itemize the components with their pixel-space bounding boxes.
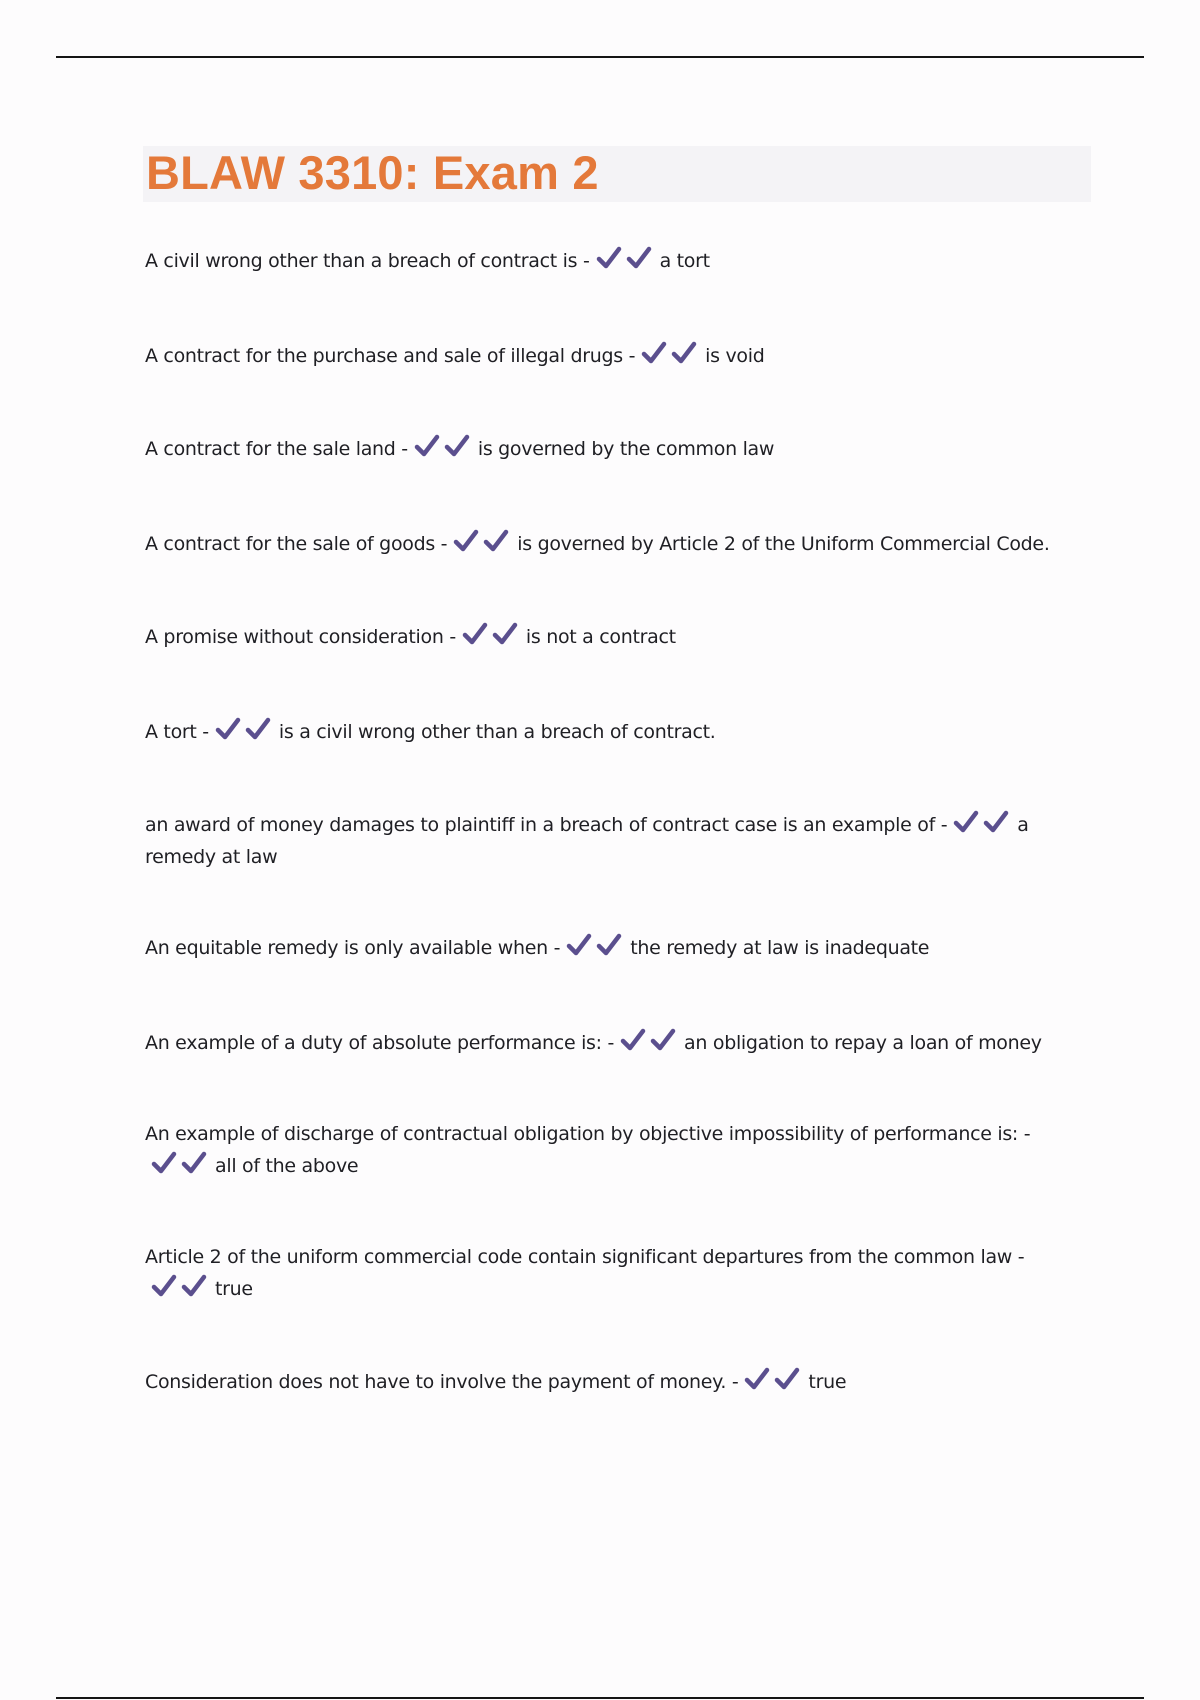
check-pair [453, 528, 513, 560]
answer-text: all of the above [215, 1155, 359, 1177]
qa-item [145, 245, 1075, 277]
question-text: An equitable remedy is only available when - [145, 937, 561, 959]
answer-text: is governed by Article 2 of the Uniform Commercial Code. [517, 533, 1050, 555]
question-text: A contract for the sale of goods - [145, 533, 448, 555]
question-text: an award of money damages to plaintiff in a breach of contract case is an example of - [145, 814, 948, 836]
check-icon [983, 810, 1009, 834]
check-icon [151, 1151, 177, 1175]
answer-text: the remedy at law is inadequate [630, 937, 930, 959]
check-pair [641, 340, 701, 372]
qa-item [145, 716, 1075, 748]
answer-text: is void [705, 345, 765, 367]
check-pair [151, 1273, 211, 1305]
check-icon [215, 717, 241, 741]
qa-item [145, 621, 1075, 653]
check-icon [181, 1151, 207, 1175]
check-pair [744, 1366, 804, 1398]
check-icon [566, 933, 592, 957]
answer-text: a remedy at law [145, 814, 1029, 868]
question-text: A promise without consideration - [145, 626, 456, 648]
answer-text: true [808, 1371, 847, 1393]
page-title: BLAW 3310: Exam 2 [146, 146, 599, 199]
answer-text: a tort [659, 250, 710, 272]
qa-item [145, 932, 1075, 964]
question-text: A contract for the purchase and sale of illegal drugs - [145, 345, 636, 367]
question-text: An example of a duty of absolute performance is: - [145, 1032, 615, 1054]
bottom-rule [56, 1697, 1144, 1699]
check-icon [953, 810, 979, 834]
check-pair [215, 716, 275, 748]
check-icon [492, 622, 518, 646]
check-icon [444, 434, 470, 458]
check-icon [620, 1028, 646, 1052]
qa-item [145, 433, 1075, 465]
check-icon [650, 1028, 676, 1052]
check-icon [181, 1274, 207, 1298]
check-icon [744, 1367, 770, 1391]
check-icon [483, 529, 509, 553]
check-pair [414, 433, 474, 465]
check-icon [596, 246, 622, 270]
answer-text: is a civil wrong other than a breach of contract. [278, 721, 716, 743]
answer-text: is governed by the common law [477, 438, 775, 460]
check-icon [414, 434, 440, 458]
question-text: A tort - [145, 721, 209, 743]
qa-item [145, 1366, 1075, 1398]
check-pair [596, 245, 656, 277]
question-text: An example of discharge of contractual obligation by objective impossibility of performance is: - [145, 1123, 1031, 1145]
qa-item [145, 528, 1075, 560]
check-icon [671, 341, 697, 365]
qa-item [145, 340, 1075, 372]
answer-text: true [215, 1278, 253, 1300]
check-pair [151, 1150, 211, 1182]
qa-item [145, 1027, 1075, 1059]
check-icon [641, 341, 667, 365]
check-icon [774, 1367, 800, 1391]
check-pair [953, 809, 1013, 841]
qa-item [145, 809, 1075, 873]
check-icon [462, 622, 488, 646]
question-text: A civil wrong other than a breach of contract is - [145, 250, 590, 272]
check-pair [566, 932, 626, 964]
question-text: Article 2 of the uniform commercial code contain significant departures from the common law - [145, 1246, 1025, 1268]
question-text: Consideration does not have to involve the payment of money. - [145, 1371, 739, 1393]
qa-item [145, 1241, 1075, 1305]
check-icon [626, 246, 652, 270]
check-icon [453, 529, 479, 553]
question-text: A contract for the sale land - [145, 438, 408, 460]
check-pair [620, 1027, 680, 1059]
answer-text: is not a contract [525, 626, 676, 648]
check-icon [151, 1274, 177, 1298]
check-icon [596, 933, 622, 957]
check-pair [462, 621, 522, 653]
check-icon [245, 717, 271, 741]
answer-text: an obligation to repay a loan of money [684, 1032, 1042, 1054]
qa-item [145, 1118, 1075, 1182]
